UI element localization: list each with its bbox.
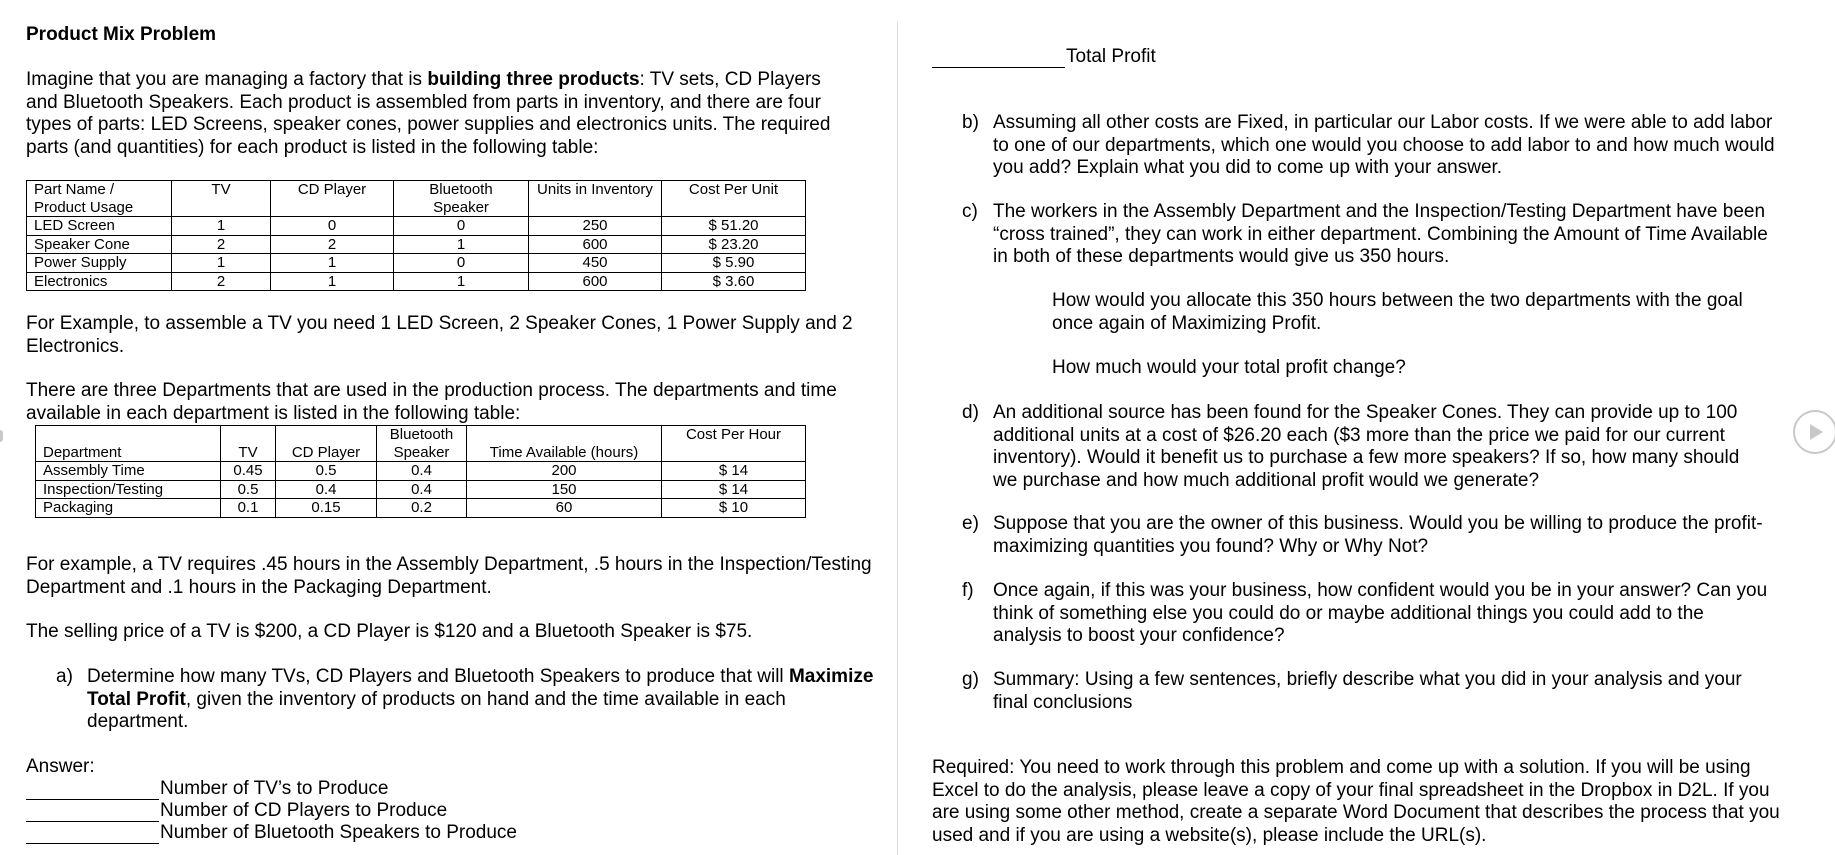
question-a-text-2: , given the inventory of products on hand and the time available in each department. (87, 688, 786, 732)
question-a-bold: Maximize Total Profit (87, 666, 874, 710)
table-cell: 2 (172, 235, 271, 254)
table-cell: 1 (172, 217, 271, 236)
table-cell: 1 (394, 235, 529, 254)
table-header-cell: Department (36, 426, 221, 462)
table-cell: 250 (529, 217, 662, 236)
table-header-cell: Part Name / Product Usage (27, 181, 172, 217)
table-cell: 150 (467, 480, 662, 499)
table-cell: Inspection/Testing (36, 480, 221, 499)
total-profit-label: Total Profit (1066, 46, 1156, 67)
table-cell: Speaker Cone (27, 235, 172, 254)
table-cell: 600 (529, 235, 662, 254)
departments-intro-paragraph: There are three Departments that are used in the production process. The departments and time available in each department is listed in the following table: (26, 380, 837, 424)
table-cell: $ 5.90 (662, 254, 806, 273)
intro-text-1: Imagine that you are managing a factory that is (26, 69, 428, 90)
answer-blank-speakers[interactable] (26, 843, 159, 844)
table-cell: 1 (271, 254, 394, 273)
table-header-cell: CD Player (271, 181, 394, 217)
question-g-text: Summary: Using a few sentences, briefly describe what you did in your analysis and your final conclusions (993, 669, 1742, 713)
table-row (27, 235, 806, 254)
table-header-cell: Units in Inventory (529, 181, 662, 217)
example-tv-paragraph: For Example, to assemble a TV you need 1 LED Screen, 2 Speaker Cones, 1 Power Supply and 2 Electronics. (26, 313, 853, 357)
question-a-text-1: Determine how many TVs, CD Players and Bluetooth Speakers to produce that will (87, 666, 789, 687)
table-cell: Packaging (36, 499, 221, 518)
table-header-row (27, 181, 806, 217)
question-e-text: Suppose that you are the owner of this business. Would you be willing to produce the profit-maximizing quantities you found? Why or Why Not? (993, 513, 1763, 557)
left-edge-tab (0, 430, 3, 442)
question-a-text (87, 666, 877, 734)
table-header-cell: Cost Per Hour (662, 426, 806, 462)
table-cell: 60 (467, 499, 662, 518)
table-cell: 450 (529, 254, 662, 273)
table-cell: Electronics (27, 272, 172, 291)
question-marker: f) (962, 580, 974, 601)
table-row (27, 272, 806, 291)
table-cell: 1 (172, 254, 271, 273)
table-header-cell: Time Available (hours) (467, 426, 662, 462)
question-g (962, 669, 1777, 715)
question-c-text: The workers in the Assembly Department and the Inspection/Testing Department have been “cross trained”, they can work in either department. Combining the Amount of Time Available in both of these departments would give us 350 hours. (993, 201, 1768, 267)
table-header-cell: Bluetooth Speaker (394, 181, 529, 217)
intro-bold: building three products (427, 69, 640, 90)
table-cell: 0 (394, 254, 529, 273)
parts-table (26, 180, 806, 291)
table-cell: 1 (271, 272, 394, 291)
table-cell: $ 51.20 (662, 217, 806, 236)
table-cell: 600 (529, 272, 662, 291)
table-cell: $ 14 (662, 480, 806, 499)
table-row (27, 254, 806, 273)
question-marker: a) (56, 666, 73, 687)
question-b-text: Assuming all other costs are Fixed, in particular our Labor costs. If we were able to add labor to one of our departments, which one would you choose to add labor to and how much would you add? Explain what you did to come up with your answer. (993, 112, 1775, 178)
page-title: Product Mix Problem (26, 24, 217, 45)
table-cell: 0.2 (377, 499, 467, 518)
table-cell: 0.45 (221, 462, 276, 481)
selling-price-paragraph: The selling price of a TV is $200, a CD Player is $120 and a Bluetooth Speaker is $75. (26, 621, 753, 642)
question-marker: b) (962, 112, 979, 133)
question-e (962, 513, 1777, 559)
table-row (36, 480, 806, 499)
question-f (962, 580, 1777, 650)
question-b (962, 112, 1777, 182)
table-cell: 0 (271, 217, 394, 236)
table-cell: 0.15 (276, 499, 377, 518)
answer-label-tvs: Number of TV’s to Produce (160, 778, 389, 799)
next-page-button[interactable] (1793, 410, 1835, 454)
departments-table (35, 425, 806, 518)
question-marker: d) (962, 402, 979, 423)
intro-paragraph (26, 69, 846, 159)
table-cell: 0.4 (377, 462, 467, 481)
table-cell: 0.4 (276, 480, 377, 499)
table-cell: LED Screen (27, 217, 172, 236)
question-c (962, 201, 1777, 271)
table-cell: Power Supply (27, 254, 172, 273)
table-cell: 0.4 (377, 480, 467, 499)
table-header-cell: Cost Per Unit (662, 181, 806, 217)
table-cell: $ 23.20 (662, 235, 806, 254)
table-cell: $ 3.60 (662, 272, 806, 291)
play-icon (1804, 421, 1826, 443)
table-cell: 0 (394, 217, 529, 236)
question-marker: g) (962, 669, 979, 690)
table-cell: $ 14 (662, 462, 806, 481)
question-marker: e) (962, 513, 979, 534)
question-a (56, 666, 876, 736)
table-cell: 0.5 (276, 462, 377, 481)
question-d-text: An additional source has been found for the Speaker Cones. They can provide up to 100 additional units at a cost of $26.20 each ($3 more than the price we paid for our current inventory). Would it benefit us to purchase a few more speakers? If so, how many should we purchase and how much additional profit would we generate? (993, 402, 1740, 491)
table-row (27, 217, 806, 236)
intro-text-2: : TV sets, CD Players and Bluetooth Speakers. Each product is assembled from parts in inventory, and there are four types of parts: LED Screens, speaker cones, power supplies and electronics units. The required parts (and quantities) for each product is listed in the following table: (26, 69, 831, 158)
table-header-cell: TV (221, 426, 276, 462)
table-row (36, 499, 806, 518)
answer-blank-tvs[interactable] (26, 799, 159, 800)
table-cell: 2 (271, 235, 394, 254)
table-cell: 1 (394, 272, 529, 291)
table-cell: 0.5 (221, 480, 276, 499)
question-marker: c) (962, 201, 978, 222)
table-cell: Assembly Time (36, 462, 221, 481)
answer-blank-cd-players[interactable] (26, 821, 159, 822)
table-row (36, 462, 806, 481)
table-cell: 200 (467, 462, 662, 481)
table-cell: 0.1 (221, 499, 276, 518)
table-header-cell: TV (172, 181, 271, 217)
question-f-text: Once again, if this was your business, how confident would you be in your answer? Can you think of something else you could do or maybe additional things you could add to the analysis to boost your confidence? (993, 580, 1768, 646)
required-paragraph: Required: You need to work through this problem and come up with a solution. If you will be using Excel to do the analysis, please leave a copy of your final spreadsheet in the Dropbox in D2L. If you are using some other method, create a separate Word Document that describes the process that you used and if you are using a website(s), please include the URL(s). (932, 757, 1780, 846)
answer-label: Answer: (26, 756, 95, 777)
answer-label-speakers: Number of Bluetooth Speakers to Produce (160, 822, 517, 843)
table-cell: $ 10 (662, 499, 806, 518)
table-header-cell: CD Player (276, 426, 377, 462)
answer-label-cd-players: Number of CD Players to Produce (160, 800, 448, 821)
example-hours-paragraph: For example, a TV requires .45 hours in the Assembly Department, .5 hours in the Inspection/Testing Department and .1 hours in the Packaging Department. (26, 554, 872, 598)
question-d (962, 402, 1777, 494)
table-header-cell: Bluetooth Speaker (377, 426, 467, 462)
question-c-sub-allocate: How would you allocate this 350 hours between the two departments with the goal once again of Maximizing Profit. (1052, 290, 1743, 334)
table-cell: 2 (172, 272, 271, 291)
table-header-row (36, 426, 806, 462)
question-c-sub-profit-change: How much would your total profit change? (1052, 357, 1406, 378)
answer-blank-total-profit[interactable] (932, 67, 1065, 68)
